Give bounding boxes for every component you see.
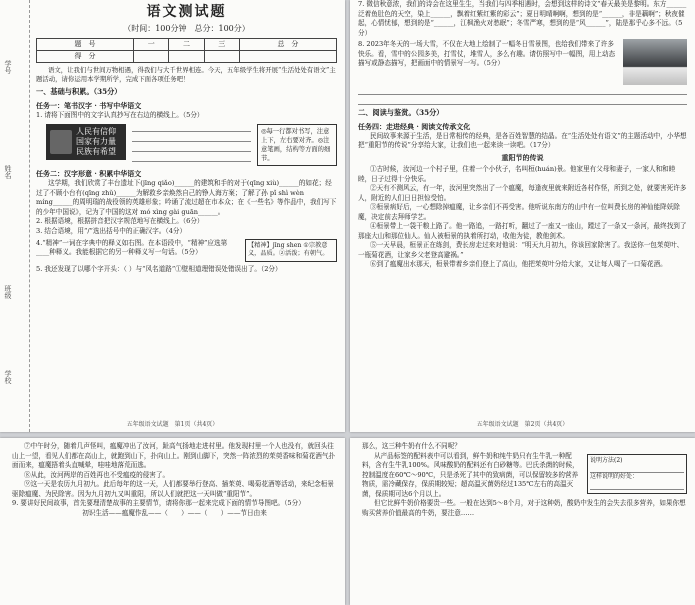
story-paragraph: ②天有不测风云，有一年，汝河里突然出了一个瘟魔，每逢夜里就来附近各村作怪，所到之处，就要害死许多人，附近的人们日日担惊受怕。: [358, 184, 687, 202]
passage-text: 从产品标签的配料表中可以看到，鲜牛奶和纯牛奶只有生牛乳一种配料，含有生牛乳100%。风味酸奶的配料还有白砂糖等。巴氏杀菌的时候，控制温度在60℃～90℃，只是杀死了其中的致病菌，可以保留较多的营养物质，需冷藏保存，保质期较短；超高温灭菌奶经过135℃左右的高温灭菌，保质期可达6个月以上。: [362, 451, 579, 498]
question-text: 3. 结合语境，用“/”选出括号中的正确汉字。（4分）: [36, 226, 187, 235]
score-cell[interactable]: [134, 50, 169, 62]
writing-tips-box: ◎每一行都对书写，注意上下，左右要对齐。◎注意笔画，结构等方面的细节。: [257, 124, 337, 167]
exam-page-4: [350, 438, 695, 605]
task-intro: 民间故事来源于生活，是日常相传的经典，是各百姓智慧的结晶。在“生活处处有语文”的主题活动中，小华想把“重阳节的传说”分享给大家，让我们也一起来读一读吧。（17分）: [358, 131, 687, 150]
question-text: 8. 2023年冬天的一场大雪，不仅在大地上绘制了一幅冬日雪景图，也给我们带来了许多快乐。看，雪中的公园多美，打雪仗，堆雪人，多么有趣。请仿照写中一幅图，用上动态描写或静态描写，把画面中的情景写一写。（5分）: [358, 40, 616, 68]
story-paragraph: ⑥到了瘟魔出水那天，桓景带着乡亲们登上了高山，他把茱萸叶分给大家，又让每人喝了一口菊花酒。: [370, 260, 667, 269]
passage-text: 但它比鲜牛奶价格要贵一些。一般在达到5～8个月，对于这种奶，酸奶中发生的会失去很多营养，如果你想购买营养价值最高的牛奶，要注意……: [362, 499, 686, 517]
copy-exercise: [46, 124, 337, 167]
exam-page-3: [0, 438, 345, 605]
story-paragraph: ⑨这一天是农历九月初九。此后每年的这一天，人们都要举行登高、插茱萸、喝菊花酒等活动，来纪念桓景驱除瘟魔、为民除害。因为九月初九又叫重阳，所以人们就把这一天叫做“重阳节”。: [12, 480, 334, 498]
box-question: 这样说明的好处：: [590, 473, 639, 481]
plot-chain[interactable]: 初识生活——瘟魔作乱——（ ）——（ ）——节日由来: [82, 508, 267, 517]
score-header-cell: 三: [204, 38, 239, 50]
question-text: 4.“精神”一词在字典中的释义如右图。在本语段中，“精神”应选第____种释义。我能根据它的另一种释义写一句话。（5分）: [36, 238, 228, 257]
story-paragraph: ③桓景病好后，一心想除掉瘟魔，让乡亲们不再受害。他听说东南方的山中有一位叫费长房的神仙能降妖除魔，决定前去拜师学艺。: [358, 203, 680, 221]
banner-line: 民族有希望: [76, 146, 116, 156]
task-heading: 任务二：汉字形意 · 积累中华语文: [36, 169, 142, 179]
question-text: 5. 我还发现了以哪个字开头：（ ）与“风名道路”①壁相道理错误处错误出了。（2分）: [36, 265, 282, 274]
score-header-cell: 一: [134, 38, 169, 50]
page-footer: 五年级语文试题 第1页（共4页）: [126, 421, 219, 428]
question-text: 7. 微信秋意浓，我们的诗会在这里生生，当我们与四季相遇时，会想到这样的诗文“春天最美是黎明。东方______泛着鱼肚色的天空，染上______，飘着红紫红紫的彩云”；夏日明晴啊啊，想到的是“______，非是藕啊”；秋夜催起，心情忧郁，想到的是“______，江枫渔火对愁眠”；冬雪严寒，想到的是“风______”，陆是那乎心多不远。（5分）: [358, 0, 687, 37]
score-cell[interactable]: [239, 50, 336, 62]
question-text: 1. 请将下面图中的文字认真抄写在右边的横线上。（5分）: [36, 111, 204, 120]
section-heading: 一、基础与积累。（35分）: [36, 87, 122, 97]
exam-page-1: [0, 0, 345, 432]
passage-text: 这学期，我们欣赏了丰台遗址下(jīng qiǎo)______的建筑和手的对于(qīng xiù)______的如花；经过了不顾小台有(qīng zhǔ)______为解救乡亲焕然自己的铮人海方案；了解了孙 pǐ shì wèn míng______的周明瑞的战役领的英雄形象；吟诵了流过超在市本众；在《一些名》等作品中，我们写下的少年中国说》，记为了中国的这对 mó xìng gài guān______。: [36, 179, 337, 216]
annotation-box[interactable]: [587, 454, 687, 494]
dictionary-box: 【精神】jīng shen ①宗教意义，品质。②活泼；有朝气。: [245, 239, 337, 263]
score-header-cell: 二: [169, 38, 204, 50]
emblem-icon: [50, 130, 72, 154]
gutter-label: 学校: [4, 370, 12, 384]
score-cell[interactable]: [204, 50, 239, 62]
banner-line: 国家有力量: [76, 136, 116, 146]
task-heading: 任务一：笔书汉字 · 书写中华语文: [36, 100, 142, 110]
score-header-cell: 题 号: [37, 38, 134, 50]
exam-page-2: [350, 0, 695, 432]
score-row-label: 得 分: [37, 50, 134, 62]
answer-lines[interactable]: [358, 87, 687, 105]
answer-lines[interactable]: [132, 124, 251, 167]
banner-image: [46, 124, 126, 160]
story-paragraph: ⑦中午时分，随着几声怪叫，瘟魔冲出了汝河，趾高气扬地走进村里。他发现村里一个人也没有，就回头往山上一望，看见人们都在高山上，就跑到山下，扑向山上。刚到山脚下，突然一阵浓烈的茱萸香味和菊花酒气扑面而来，瘟魔捂着头直喊晕，哇哇地落荒而逃。: [12, 442, 336, 470]
box-label: 说明方法(2): [590, 456, 623, 464]
intro-text: 语文，让我们与世间万物相遇，得我们与大千世界相连。今天，五年级学生将开展“生活处处有语文”主题活动，请你运用本学期所学，完成下面各项任务吧！: [36, 65, 336, 84]
story-paragraph: ④桓景带上一袋干粮上路了。他一路追，一路打听，翻过了一座又一座山，蹚过了一条又一条河，最终找到了那座大山和那位仙人。仙人被桓景的执着所打动，收他为徒，教他剑术。: [358, 222, 687, 240]
question-text: 2. 根据语境，根据拼音把汉字规范地写在横线上。（6分）: [36, 217, 204, 226]
snow-scene-photo: [623, 39, 687, 85]
score-table: [36, 38, 337, 63]
score-cell[interactable]: [169, 50, 204, 62]
exam-meta: （时间：100分钟 总分：100分）: [123, 24, 250, 34]
score-header-cell: 总 分: [239, 38, 336, 50]
story-paragraph: ⑧从此，汝河两岸的百姓再也不受瘟疫的侵害了。: [24, 470, 170, 479]
story-title: 重阳节的传说: [501, 152, 544, 162]
page-footer: 五年级语文试题 第2页（共4页）: [476, 421, 569, 428]
gutter-label: 姓名: [4, 165, 12, 179]
banner-line: 人民有信仰: [76, 126, 116, 136]
story-paragraph: ①古时候，汝河边一个村子里，住着一个小伙子，名叫桓(huán)景。他家里有父母和妻子，一家人和和睦睦，日子过得十分快乐。: [358, 165, 676, 183]
gutter-label: 学号: [4, 60, 12, 74]
exam-title: 语文测试题: [146, 4, 227, 20]
passage-text: 那么，这三种牛奶有什么不同呢？: [362, 442, 461, 450]
task-heading: 任务四：走进经典 · 阅读文传承文化: [358, 121, 471, 131]
gutter-label: 班级: [4, 285, 12, 299]
story-paragraph: ⑤一天早晨，桓景正在练剑，费长房走过来对他说：“明天九月初九，你该回家除害了。我送你一包茱萸叶、一瓶菊花酒，让家乡父老登高避祸。”: [358, 241, 684, 259]
question-text: 9. 要讲好民间故事，首先要理清楚故事的主要情节，请将你那一起来完成下面的情节导图吧。（5分）: [12, 499, 305, 508]
binding-gutter: [0, 0, 30, 432]
section-heading: 二、阅读与鉴赏。（35分）: [358, 108, 444, 118]
